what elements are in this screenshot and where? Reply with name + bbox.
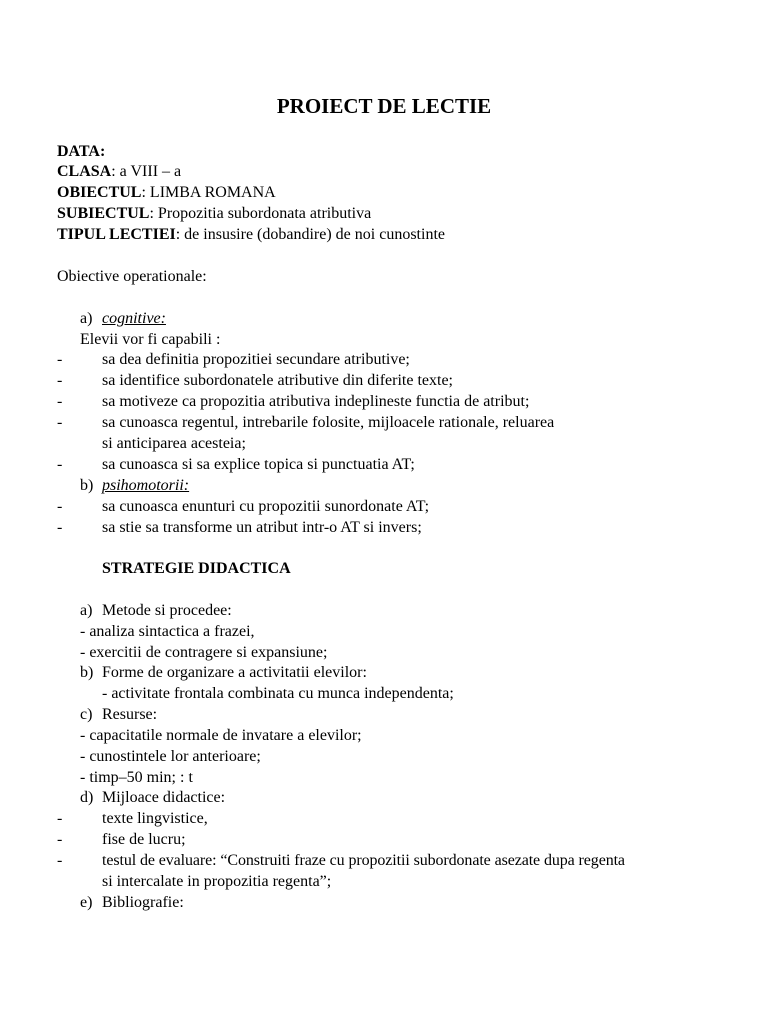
bullet-dash: - (57, 831, 63, 848)
subiectul-label: SUBIECTUL (57, 205, 150, 222)
bullet-dash: - (57, 852, 63, 869)
bullet-dash: - (57, 393, 63, 410)
bullet-dash: - (57, 414, 63, 431)
section-e-label: Bibliografie: (102, 894, 184, 911)
section-d-item: texte lingvistice, (102, 810, 208, 827)
tipul-value: : de insusire (dobandire) de noi cunostinte (175, 226, 445, 243)
subiectul-line (57, 204, 371, 224)
cognitive-item: sa cunoasca si sa explice topica si punctuatia AT; (102, 456, 415, 473)
cognitive-item: sa cunoasca regentul, intrebarile folosite, mijloacele rationale, reluarea (102, 414, 555, 431)
clasa-value: : a VIII – a (111, 163, 182, 180)
psiho-item: sa stie sa transforme un atribut intr-o AT si invers; (102, 519, 422, 536)
strategie-heading: STRATEGIE DIDACTICA (102, 560, 291, 577)
subiectul-value: : Propozitia subordonata atributiva (149, 205, 372, 222)
bullet-dash: - (57, 519, 63, 536)
clasa-label: CLASA (57, 163, 112, 180)
bullet-dash: - (57, 456, 63, 473)
obiectul-label: OBIECTUL (57, 184, 142, 201)
cognitive-letter: a) (80, 310, 93, 327)
tipul-label: TIPUL LECTIEI (57, 226, 176, 243)
section-c-item: - capacitatile normale de invatare a elevilor; (80, 727, 362, 744)
tipul-line (57, 225, 445, 245)
section-d-label: Mijloace didactice: (102, 789, 226, 806)
capabili-line: Elevii vor fi capabili : (80, 331, 221, 348)
cognitive-item: sa identifice subordonatele atributive din diferite texte; (102, 372, 453, 389)
section-c-item: - cunostintele lor anterioare; (80, 748, 261, 765)
obiectul-value: : LIMBA ROMANA (141, 184, 276, 201)
section-a-item: - exercitii de contragere si expansiune; (80, 644, 328, 661)
section-b-item: - activitate frontala combinata cu munca independenta; (102, 685, 454, 702)
section-b-label: Forme de organizare a activitatii elevilor: (102, 664, 367, 681)
cognitive-label: cognitive: (102, 310, 166, 327)
section-e-letter: e) (80, 894, 93, 911)
section-a-item: - analiza sintactica a frazei, (80, 623, 255, 640)
section-d-letter: d) (80, 789, 94, 806)
bullet-dash: - (57, 498, 63, 515)
section-b-letter: b) (80, 664, 94, 681)
cognitive-item: sa dea definitia propozitiei secundare atributive; (102, 351, 410, 368)
data-label: DATA: (57, 143, 106, 160)
psiho-letter: b) (80, 477, 94, 494)
bullet-dash: - (57, 372, 63, 389)
cognitive-item: sa motiveze ca propozitia atributiva indeplineste functia de atribut; (102, 393, 530, 410)
obiective-heading: Obiective operationale: (57, 268, 207, 285)
section-c-letter: c) (80, 706, 93, 723)
section-c-label: Resurse: (102, 706, 158, 723)
page-title: PROIECT DE LECTIE (276, 94, 492, 118)
bullet-dash: - (57, 810, 63, 827)
section-d-item-continuation: si intercalate in propozitia regenta”; (102, 873, 332, 890)
section-d-item: testul de evaluare: “Construiti fraze cu propozitii subordonate asezate dupa regenta (102, 852, 625, 869)
section-a-letter: a) (80, 602, 93, 619)
section-c-item: - timp–50 min; : t (80, 769, 193, 786)
obiectul-line (57, 183, 276, 203)
section-a-label: Metode si procedee: (102, 602, 232, 619)
psiho-label: psihomotorii: (102, 477, 190, 494)
clasa-line (57, 162, 181, 182)
section-d-item: fise de lucru; (102, 831, 186, 848)
bullet-dash: - (57, 351, 63, 368)
cognitive-item-continuation: si anticiparea acesteia; (102, 435, 246, 452)
psiho-item: sa cunoasca enunturi cu propozitii sunordonate AT; (102, 498, 430, 515)
